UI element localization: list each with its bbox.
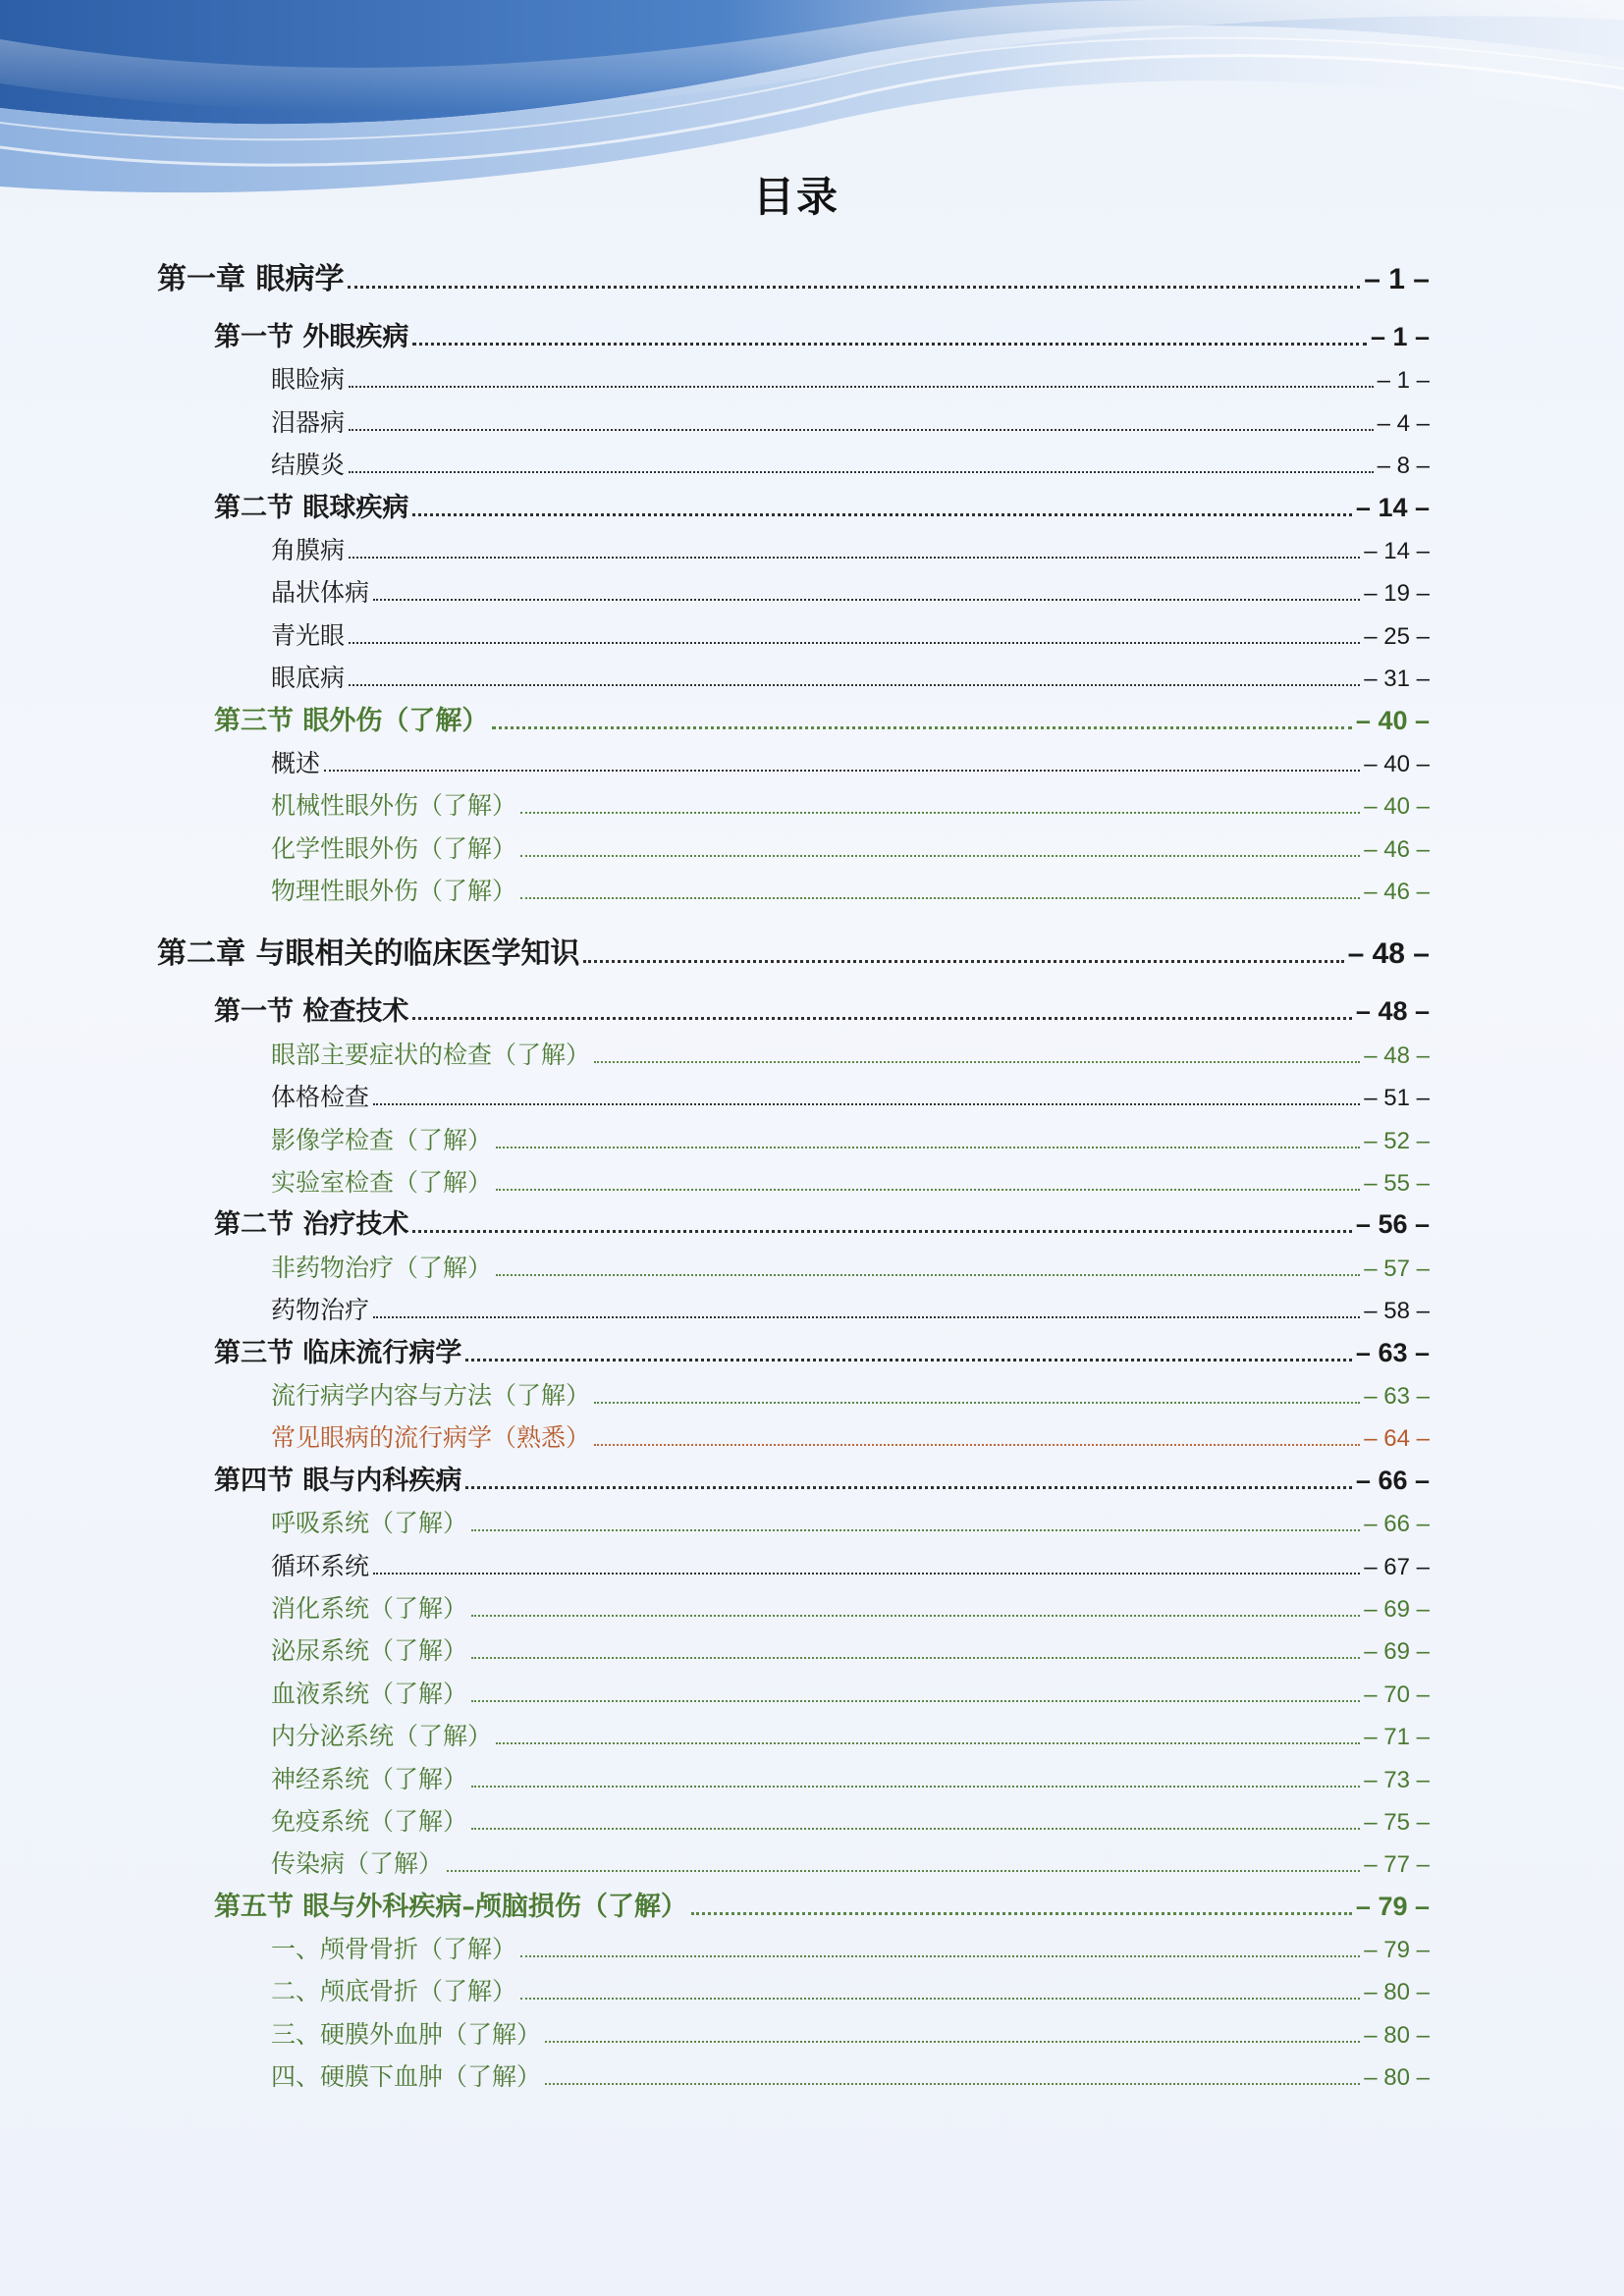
toc-entry-label: 四、硬膜下血肿（了解） — [271, 2062, 542, 2092]
dot-leader — [471, 1506, 1360, 1531]
toc-page-number: – 73 – — [1364, 1766, 1430, 1793]
toc-entry-label: 化学性眼外伤（了解） — [271, 833, 517, 863]
toc-entry-label: 循环系统 — [271, 1551, 370, 1580]
page-title: 目录 — [752, 173, 839, 221]
toc-entry-label: 第二节 眼球疾病 — [214, 492, 409, 523]
toc-item[interactable] — [271, 1842, 1430, 1885]
toc-entry-label: 神经系统（了解） — [271, 1764, 468, 1793]
toc-section[interactable] — [214, 1886, 1430, 1928]
toc-item[interactable] — [271, 1034, 1430, 1076]
toc-item[interactable] — [271, 444, 1430, 486]
toc-entry-label: 药物治疗 — [271, 1296, 370, 1325]
toc-entry-label: 流行病学内容与方法（了解） — [271, 1380, 591, 1410]
dot-leader — [447, 1847, 1360, 1873]
dot-leader — [492, 701, 1352, 729]
toc-entry-label: 体格检查 — [271, 1083, 370, 1112]
toc-entry-label: 角膜病 — [271, 535, 346, 564]
dot-leader — [691, 1887, 1352, 1915]
dot-leader — [520, 1975, 1360, 2001]
dot-leader — [471, 1591, 1360, 1617]
toc-entry-label: 第五节 眼与外科疾病–颅脑损伤（了解） — [214, 1891, 687, 1922]
toc-page-number: – 25 – — [1364, 622, 1430, 650]
dot-leader — [594, 1421, 1360, 1447]
toc-item[interactable] — [271, 1161, 1430, 1203]
toc-page-number: – 79 – — [1355, 1891, 1430, 1921]
toc-page-number: – 63 – — [1355, 1337, 1430, 1367]
toc-page-number: – 40 – — [1364, 750, 1430, 777]
dot-leader — [471, 1762, 1360, 1788]
toc-entry-label: 一、颅骨骨折（了解） — [271, 1935, 517, 1964]
table-of-contents — [0, 253, 1624, 2099]
toc-page-number: – 52 – — [1364, 1127, 1430, 1154]
toc-entry-label: 常见眼病的流行病学（熟悉） — [271, 1423, 591, 1453]
toc-page-number: – 40 – — [1355, 705, 1430, 735]
toc-section[interactable] — [214, 700, 1430, 742]
toc-item[interactable] — [271, 657, 1430, 699]
toc-item[interactable] — [271, 1076, 1430, 1118]
dot-leader — [412, 317, 1367, 346]
toc-section[interactable] — [214, 487, 1430, 529]
toc-chapter[interactable] — [157, 253, 1430, 306]
toc-entry-label: 三、硬膜外血肿（了解） — [271, 2019, 542, 2049]
toc-page-number: – 14 – — [1364, 537, 1430, 564]
toc-page-number: – 80 – — [1364, 2021, 1430, 2049]
toc-item[interactable] — [271, 401, 1430, 444]
dot-leader — [412, 992, 1352, 1021]
toc-entry-label: 青光眼 — [271, 620, 346, 650]
toc-item[interactable] — [271, 1247, 1430, 1289]
toc-entry-label: 泌尿系统（了解） — [271, 1636, 468, 1666]
toc-entry-label: 概述 — [271, 748, 321, 777]
toc-entry-label: 第二节 治疗技术 — [214, 1209, 409, 1241]
toc-entry-label: 结膜炎 — [271, 451, 346, 480]
toc-entry-label: 第一节 检查技术 — [214, 996, 409, 1028]
dot-leader — [496, 1251, 1360, 1276]
toc-chapter[interactable] — [157, 928, 1430, 981]
toc-page-number: – 1 – — [1364, 263, 1430, 295]
toc-entry-label: 消化系统（了解） — [271, 1593, 468, 1623]
toc-page-number: – 48 – — [1347, 937, 1430, 971]
dot-leader — [348, 258, 1360, 290]
toc-entry-label: 呼吸系统（了解） — [271, 1509, 468, 1538]
toc-page-number: – 80 – — [1364, 2064, 1430, 2092]
toc-page-number: – 77 – — [1364, 1851, 1430, 1879]
toc-page-number: – 80 – — [1364, 1979, 1430, 2006]
toc-entry-label: 非药物治疗（了解） — [271, 1253, 493, 1282]
toc-page-number: – 79 – — [1364, 1937, 1430, 1964]
toc-entry-label: 第一节 外眼疾病 — [214, 322, 409, 352]
toc-item[interactable] — [271, 614, 1430, 657]
header-wave-decoration — [0, 0, 1624, 294]
toc-entry-label: 物理性眼外伤（了解） — [271, 877, 517, 906]
toc-page-number: – 70 – — [1364, 1681, 1430, 1708]
dot-leader — [412, 488, 1352, 516]
toc-item[interactable] — [271, 1587, 1430, 1629]
dot-leader — [349, 363, 1374, 389]
toc-item[interactable] — [271, 2013, 1430, 2056]
dot-leader — [496, 1719, 1360, 1744]
dot-leader — [349, 618, 1360, 644]
dot-leader — [520, 1932, 1360, 1957]
toc-page-number: – 46 – — [1364, 879, 1430, 906]
toc-entry-label: 传染病（了解） — [271, 1849, 444, 1879]
dot-leader — [465, 1461, 1352, 1489]
toc-page-number: – 75 – — [1364, 1808, 1430, 1836]
toc-entry-label: 眼底病 — [271, 664, 346, 693]
toc-page-number: – 51 – — [1364, 1085, 1430, 1112]
dot-leader — [349, 448, 1374, 473]
toc-page-number: – 46 – — [1364, 835, 1430, 863]
toc-item[interactable] — [271, 784, 1430, 827]
dot-leader — [471, 1677, 1360, 1702]
toc-entry-label: 第四节 眼与内科疾病 — [214, 1465, 462, 1496]
toc-item[interactable] — [271, 1416, 1430, 1459]
toc-item[interactable] — [271, 1374, 1430, 1416]
toc-item[interactable] — [271, 358, 1430, 400]
toc-page-number: – 8 – — [1377, 453, 1430, 480]
toc-item[interactable] — [271, 1758, 1430, 1800]
toc-page-number: – 31 – — [1364, 666, 1430, 693]
toc-page-number: – 64 – — [1364, 1425, 1430, 1453]
toc-entry-label: 第二章 与眼相关的临床医学知识 — [157, 936, 580, 972]
toc-page-number: – 57 – — [1364, 1255, 1430, 1282]
dot-leader — [373, 1549, 1360, 1575]
dot-leader — [520, 831, 1360, 857]
dot-leader — [496, 1165, 1360, 1191]
toc-page-number: – 69 – — [1364, 1595, 1430, 1623]
dot-leader — [412, 1205, 1352, 1234]
dot-leader — [373, 576, 1360, 602]
toc-entry-label: 二、颅底骨折（了解） — [271, 1977, 517, 2006]
toc-entry-label: 晶状体病 — [271, 578, 370, 608]
toc-page-number: – 66 – — [1355, 1465, 1430, 1495]
toc-entry-label: 第一章 眼病学 — [157, 262, 345, 296]
toc-section[interactable] — [214, 990, 1430, 1033]
dot-leader — [545, 2059, 1360, 2085]
dot-leader — [594, 1038, 1360, 1063]
toc-page-number: – 71 – — [1364, 1724, 1430, 1751]
toc-entry-label: 免疫系统（了解） — [271, 1806, 468, 1836]
toc-page-number: – 19 – — [1364, 580, 1430, 608]
dot-leader — [324, 746, 1360, 772]
toc-page-number: – 14 – — [1355, 492, 1430, 522]
toc-item[interactable] — [271, 1545, 1430, 1587]
dot-leader — [471, 1634, 1360, 1660]
toc-item[interactable] — [271, 1928, 1430, 1970]
dot-leader — [373, 1081, 1360, 1106]
toc-item[interactable] — [271, 529, 1430, 571]
toc-page-number: – 67 – — [1364, 1553, 1430, 1580]
toc-page-number: – 40 – — [1364, 793, 1430, 821]
toc-item[interactable] — [271, 571, 1430, 614]
dot-leader — [465, 1333, 1352, 1362]
toc-page-number: – 4 – — [1377, 409, 1430, 437]
toc-page-number: – 63 – — [1364, 1382, 1430, 1410]
dot-leader — [583, 933, 1343, 964]
toc-page-number: – 69 – — [1364, 1638, 1430, 1666]
toc-page-number: – 55 – — [1364, 1170, 1430, 1198]
toc-item[interactable] — [271, 742, 1430, 784]
toc-section[interactable] — [214, 1460, 1430, 1502]
toc-section[interactable] — [214, 1203, 1430, 1246]
dot-leader — [373, 1293, 1360, 1318]
dot-leader — [349, 661, 1360, 686]
toc-page-number: – 66 – — [1364, 1511, 1430, 1538]
toc-entry-label: 影像学检查（了解） — [271, 1125, 493, 1154]
toc-item[interactable] — [271, 1673, 1430, 1715]
toc-item[interactable] — [271, 1289, 1430, 1331]
toc-page-number: – 1 – — [1377, 367, 1430, 395]
toc-entry-label: 眼睑病 — [271, 365, 346, 395]
dot-leader — [471, 1804, 1360, 1830]
dot-leader — [520, 874, 1360, 899]
toc-section[interactable] — [214, 316, 1430, 358]
toc-item[interactable] — [271, 1715, 1430, 1757]
toc-page-number: – 48 – — [1364, 1041, 1430, 1069]
toc-section[interactable] — [214, 1332, 1430, 1374]
toc-entry-label: 血液系统（了解） — [271, 1679, 468, 1708]
toc-item[interactable] — [271, 2056, 1430, 2098]
dot-leader — [594, 1378, 1360, 1404]
toc-entry-label: 眼部主要症状的检查（了解） — [271, 1040, 591, 1069]
toc-entry-label: 机械性眼外伤（了解） — [271, 791, 517, 821]
dot-leader — [496, 1123, 1360, 1148]
toc-item[interactable] — [271, 1629, 1430, 1672]
toc-page-number: – 48 – — [1355, 996, 1430, 1027]
toc-page-number: – 1 – — [1370, 322, 1430, 351]
dot-leader — [520, 789, 1360, 815]
toc-page-number: – 56 – — [1355, 1209, 1430, 1240]
dot-leader — [545, 2017, 1360, 2043]
toc-entry-label: 实验室检查（了解） — [271, 1168, 493, 1198]
toc-item[interactable] — [271, 1970, 1430, 2012]
dot-leader — [349, 405, 1374, 431]
toc-item[interactable] — [271, 828, 1430, 870]
toc-item[interactable] — [271, 1800, 1430, 1842]
toc-item[interactable] — [271, 870, 1430, 912]
toc-entry-label: 内分泌系统（了解） — [271, 1722, 493, 1751]
toc-item[interactable] — [271, 1119, 1430, 1161]
toc-page-number: – 58 – — [1364, 1298, 1430, 1325]
toc-item[interactable] — [271, 1502, 1430, 1544]
toc-entry-label: 第三节 临床流行病学 — [214, 1337, 462, 1368]
toc-entry-label: 第三节 眼外伤（了解） — [214, 705, 489, 736]
dot-leader — [349, 533, 1360, 559]
toc-entry-label: 泪器病 — [271, 407, 346, 437]
